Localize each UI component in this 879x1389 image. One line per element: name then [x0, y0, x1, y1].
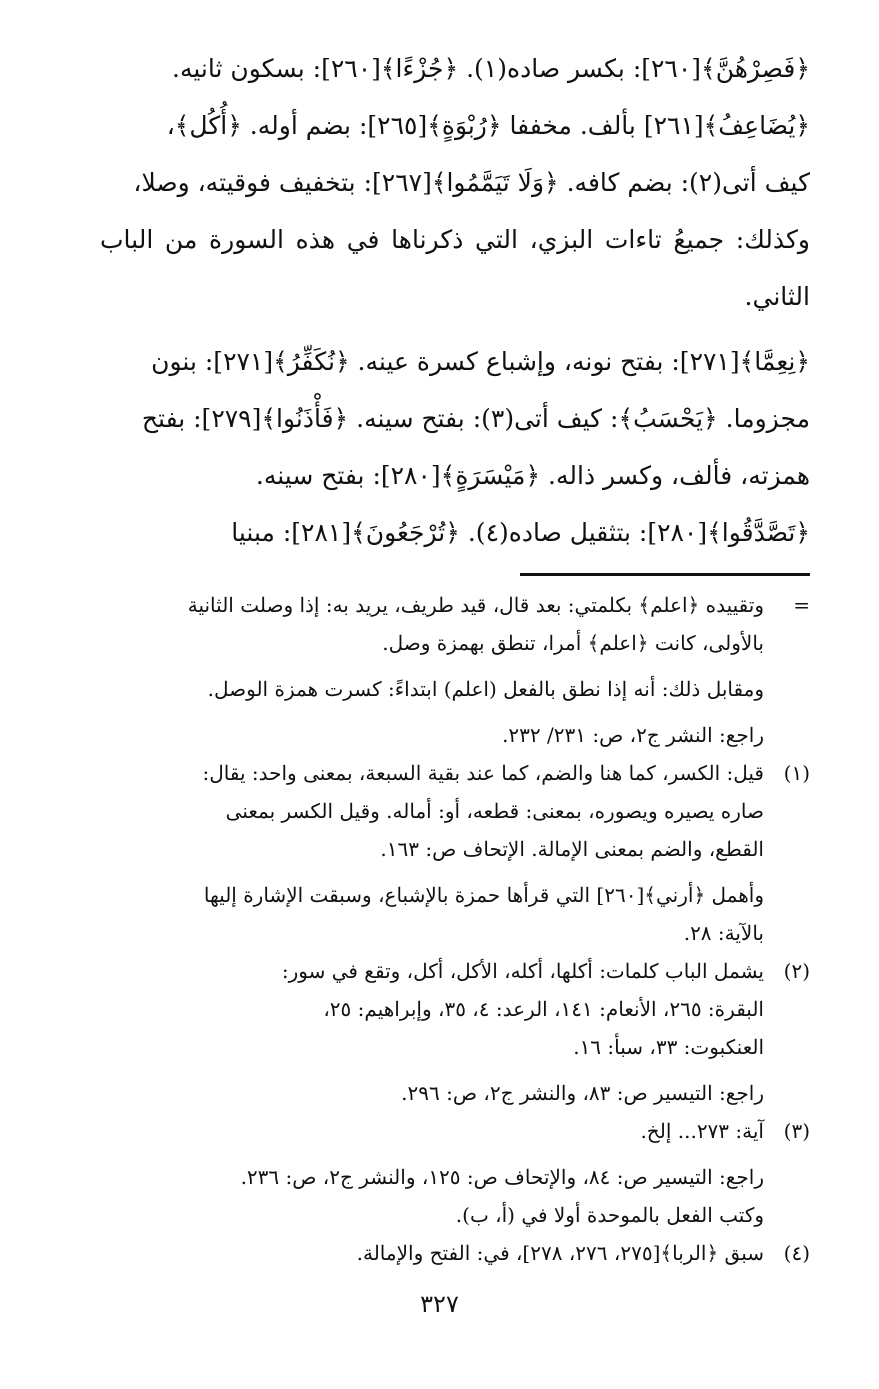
footnote-line: البقرة: ٢٦٥، الأنعام: ١٤١، الرعد: ٤، ٣٥، وإبراهيم: ٢٥، — [323, 997, 764, 1021]
main-line: ﴿تَصَّدَّقُوا﴾[٢٨٠]: بتثقيل صاده(٤). ﴿تُرْجَعُونَ﴾[٢٨١]: مبنيا — [231, 518, 810, 547]
footnote-line: بالآية: ٢٨. — [683, 921, 764, 945]
main-paragraph-1 — [100, 40, 810, 325]
main-line: ﴿فَصِرْهُنَّ﴾[٢٦٠]: بكسر صاده(١). ﴿جُزْءًا﴾[٢٦٠]: بسكون ثانيه. — [172, 54, 810, 83]
footnote-line: راجع: التيسير ص: ٨٣، والنشر ج٢، ص: ٢٩٦. — [401, 1081, 764, 1105]
footnote-mark: (٢) — [783, 959, 810, 983]
footnote-line: قيل: الكسر، كما هنا والضم، كما عند بقية السبعة، بمعنى واحد: يقال: — [202, 761, 764, 785]
main-line: ﴿نِعِمَّا﴾[٢٧١]: بفتح نونه، وإشباع كسرة عينه. ﴿نُكَفِّرُ﴾[٢٧١]: بنون — [151, 347, 810, 376]
footnote-line: صاره يصيره ويصوره، بمعنى: قطعه، أو: أماله. وقيل الكسر بمعنى — [225, 799, 764, 823]
main-paragraph-2 — [100, 333, 810, 561]
footnote-1 — [100, 754, 810, 952]
main-line: كيف أتى(٢): بضم كافه. ﴿وَلَا تَيَمَّمُوا﴾[٢٦٧]: بتخفيف فوقيته، وصلا، — [133, 168, 810, 197]
footnote-4 — [100, 1234, 810, 1272]
footnote-line: راجع: النشر ج٢، ص: ٢٣١/ ٢٣٢. — [502, 723, 764, 747]
footnote-line: سبق ﴿الربا﴾[٢٧٥، ٢٧٦، ٢٧٨]، في: الفتح والإمالة. — [356, 1241, 764, 1265]
footnote-3 — [100, 1112, 810, 1234]
footnote-line: وكتب الفعل بالموحدة أولا في (أ، ب). — [455, 1203, 764, 1227]
footnote-mark: = — [793, 593, 810, 617]
page-content — [100, 40, 810, 1272]
footnote-mark: (١) — [783, 761, 810, 785]
footnote-mark: (٤) — [783, 1241, 810, 1265]
footnote-line: يشمل الباب كلمات: أكلها، أكله، الأكل، أكل، وتقع في سور: — [281, 959, 764, 983]
footnote-line: وتقييده ﴿اعلم﴾ بكلمتي: بعد قال، قيد طريف، يريد به: إذا وصلت الثانية — [187, 593, 764, 617]
page-number: ٣٢٧ — [420, 1290, 459, 1318]
main-line: ﴿يُضَاعِفُ﴾[٢٦١] بألف. مخففا ﴿رُبْوَةٍ﴾[٢٦٥]: بضم أوله. ﴿أُكُل﴾، — [166, 111, 810, 140]
footnote-line: بالأولى، كانت ﴿اعلم﴾ أمرا، تنطق بهمزة وصل. — [382, 631, 764, 655]
main-text — [100, 40, 810, 561]
footnote-line: القطع، والضم بمعنى الإمالة. الإتحاف ص: ١٦٣. — [380, 837, 764, 861]
footnote-2 — [100, 952, 810, 1112]
footnote-line: وأهمل ﴿أرني﴾[٢٦٠] التي قرأها حمزة بالإشباع، وسبقت الإشارة إليها — [203, 883, 764, 907]
footnote-continuation — [100, 586, 810, 754]
footnotes — [100, 586, 810, 1272]
footnote-separator — [520, 573, 810, 576]
main-line: وكذلك: جميعُ تاءات البزي، التي ذكرناها في هذه السورة من الباب الثاني. — [100, 225, 810, 311]
footnote-line: العنكبوت: ٣٣، سبأ: ١٦. — [573, 1035, 764, 1059]
footnote-line: راجع: التيسير ص: ٨٤، والإتحاف ص: ١٢٥، والنشر ج٢، ص: ٢٣٦. — [240, 1165, 764, 1189]
footnote-line: آية: ٢٧٣... إلخ. — [640, 1119, 764, 1143]
main-line: همزته، فألف، وكسر ذاله. ﴿مَيْسَرَةٍ﴾[٢٨٠]: بفتح سينه. — [255, 461, 810, 490]
footnote-line: ومقابل ذلك: أنه إذا نطق بالفعل (اعلم) ابتداءً: كسرت همزة الوصل. — [207, 677, 764, 701]
main-line: مجزوما. ﴿يَحْسَبُ﴾: كيف أتى(٣): بفتح سينه. ﴿فَأْذَنُوا﴾[٢٧٩]: بفتح — [141, 404, 810, 433]
footnote-mark: (٣) — [783, 1119, 810, 1143]
